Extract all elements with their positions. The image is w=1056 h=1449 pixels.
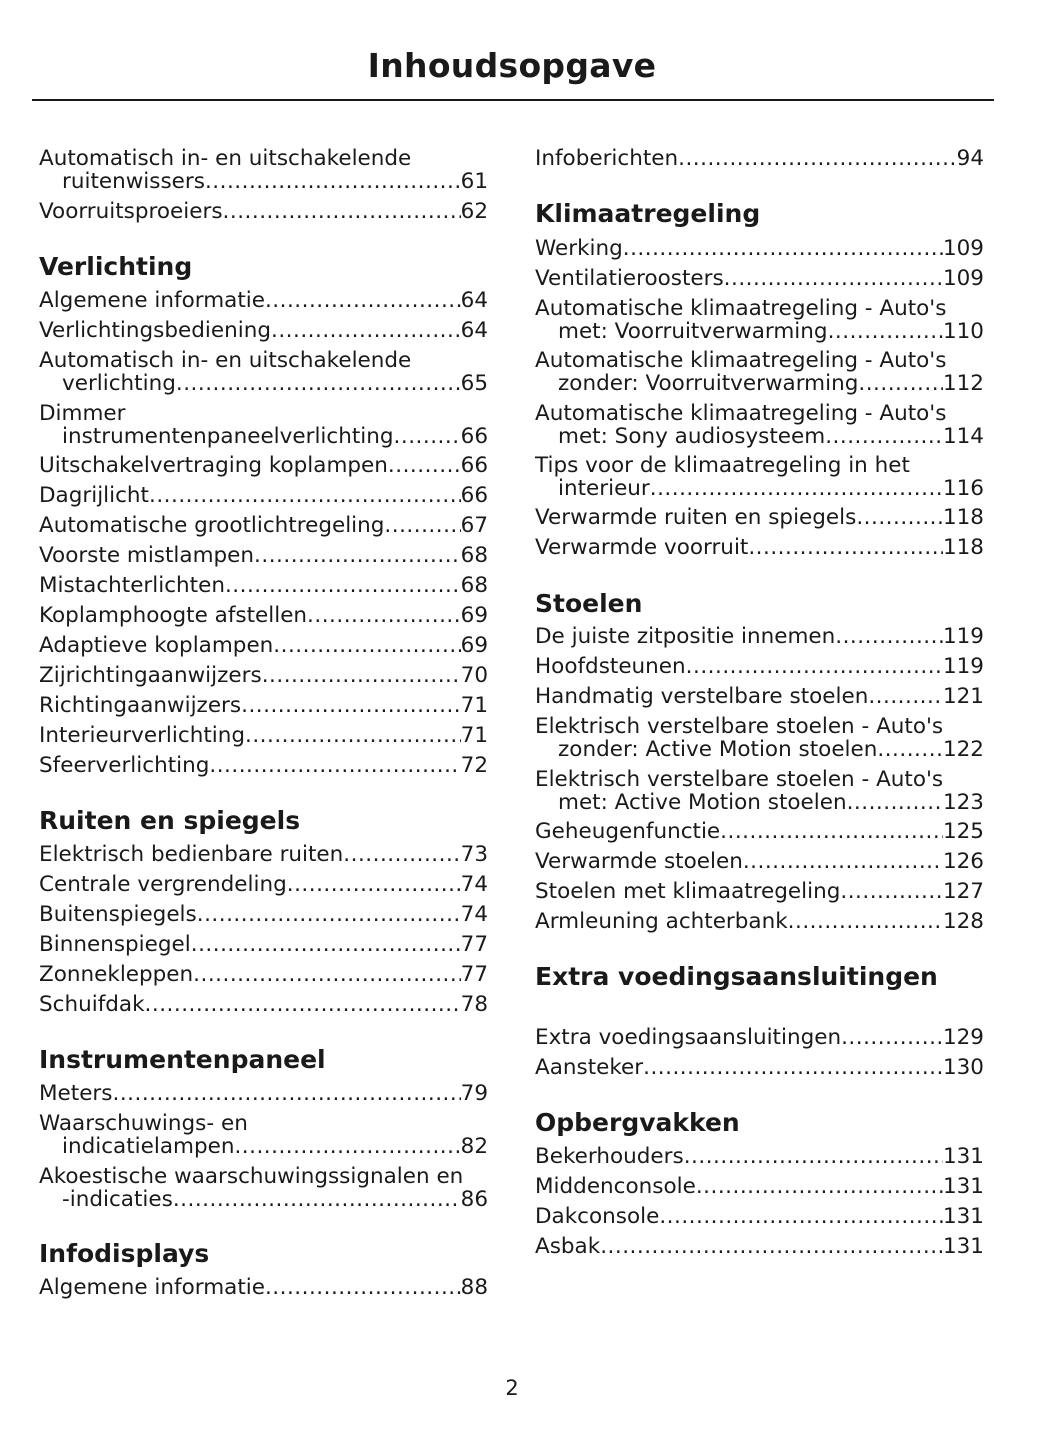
toc-entry[interactable]	[535, 910, 984, 933]
toc-entry-last-line	[535, 738, 984, 761]
toc-entry-last-line	[39, 170, 488, 193]
toc-entry-title: -indicaties	[62, 1187, 173, 1212]
toc-page-number: 78	[460, 992, 488, 1017]
toc-entry-title: Zijrichtingaanwijzers	[39, 663, 262, 688]
toc-page-number: 61	[460, 169, 488, 194]
dot-leader	[788, 910, 943, 933]
toc-entry-title: zonder: Active Motion stoelen	[558, 737, 878, 762]
toc-page-number: 88	[460, 1275, 488, 1300]
toc-entry[interactable]	[535, 715, 984, 761]
dot-leader	[225, 574, 461, 597]
toc-entry[interactable]	[39, 1112, 488, 1158]
toc-page-number: 71	[460, 723, 488, 748]
toc-page-number: 128	[942, 909, 984, 934]
toc-entry-last-line	[535, 880, 984, 903]
dot-leader	[209, 754, 460, 777]
section-heading: Infodisplays	[39, 1239, 210, 1268]
dot-leader	[223, 200, 461, 223]
toc-entry-text: Dimmer	[39, 401, 126, 426]
toc-entry-title: De juiste zitpositie innemen	[535, 624, 836, 649]
toc-entry-title: Koplamphoogte afstellen	[39, 603, 308, 628]
toc-entry-title: met: Sony audiosysteem	[558, 424, 826, 449]
toc-entry-text: Automatische klimaatregeling - Auto's	[535, 296, 947, 321]
toc-entry-title: Algemene informatie	[39, 1275, 265, 1300]
dot-leader	[825, 425, 943, 448]
toc-entry-last-line	[39, 634, 488, 657]
toc-page-number: 62	[460, 199, 488, 224]
toc-entry-last-line	[535, 685, 984, 708]
toc-entry-text: Automatische klimaatregeling - Auto's	[535, 401, 947, 426]
toc-page-number: 131	[942, 1144, 984, 1169]
toc-page-number: 119	[942, 654, 984, 679]
dot-leader	[877, 738, 943, 761]
dot-leader	[835, 625, 943, 648]
toc-page-number: 69	[460, 603, 488, 628]
dot-leader	[273, 634, 460, 657]
dot-leader	[724, 267, 943, 290]
toc-entry-title: Richtingaanwijzers	[39, 693, 242, 718]
toc-entry[interactable]	[39, 454, 488, 477]
toc-page-number: 72	[460, 753, 488, 778]
toc-entry-title: indicatielampen	[62, 1134, 235, 1159]
toc-entry-last-line	[535, 237, 984, 260]
toc-entry-last-line	[39, 1082, 488, 1105]
toc-entry[interactable]	[535, 850, 984, 873]
toc-entry-text: Automatisch in- en uitschakelende	[39, 348, 412, 373]
toc-entry[interactable]	[39, 349, 488, 395]
toc-entry-title: Verlichtingsbediening	[39, 318, 271, 343]
toc-entry-title: Algemene informatie	[39, 288, 265, 313]
toc-page-number: 64	[460, 318, 488, 343]
toc-entry[interactable]	[39, 993, 488, 1016]
toc-entry[interactable]	[535, 402, 984, 448]
toc-entry-last-line	[39, 754, 488, 777]
section-heading: Instrumentenpaneel	[39, 1045, 326, 1074]
toc-entry-title: Asbak	[535, 1234, 601, 1259]
toc-page-number: 74	[460, 902, 488, 927]
toc-entry[interactable]	[39, 1165, 488, 1211]
dot-leader	[307, 604, 461, 627]
toc-entry-last-line	[535, 820, 984, 843]
page-title: Inhoudsopgave	[367, 46, 657, 85]
toc-page-number: 114	[942, 424, 984, 449]
toc-page-number: 109	[942, 236, 984, 261]
section-heading: Verlichting	[39, 252, 193, 281]
dot-leader	[271, 319, 461, 342]
toc-entry-title: Handmatig verstelbare stoelen	[535, 684, 869, 709]
dot-leader	[234, 1135, 460, 1158]
toc-entry[interactable]	[535, 880, 984, 903]
toc-entry-last-line	[39, 484, 488, 507]
toc-page-number: 129	[942, 1025, 984, 1050]
toc-page-number: 64	[460, 288, 488, 313]
toc-entry-last-line	[39, 843, 488, 866]
toc-entry-title: Verwarmde voorruit	[535, 535, 749, 560]
toc-entry-title: Middenconsole	[535, 1174, 696, 1199]
toc-entry-title: Automatische grootlichtregeling	[39, 513, 385, 538]
toc-page-number: 123	[942, 790, 984, 815]
toc-entry-last-line	[535, 267, 984, 290]
toc-page-number: 70	[460, 663, 488, 688]
toc-entry-title: zonder: Voorruitverwarming	[558, 371, 859, 396]
toc-page-number: 86	[460, 1187, 488, 1212]
toc-page-number: 122	[942, 737, 984, 762]
toc-entry-title: Geheugenfunctie	[535, 819, 721, 844]
toc-entry-text: Elektrisch verstelbare stoelen - Auto's	[535, 714, 944, 739]
toc-entry-last-line	[39, 1188, 488, 1211]
toc-entry-title: Infoberichten	[535, 146, 679, 171]
toc-entry[interactable]	[535, 1235, 984, 1258]
dot-leader	[748, 536, 943, 559]
toc-entry-last-line	[39, 963, 488, 986]
dot-leader	[394, 425, 461, 448]
toc-entry-last-line	[39, 200, 488, 223]
dot-leader	[743, 850, 943, 873]
section-heading: Klimaatregeling	[535, 199, 761, 228]
toc-entry-last-line	[535, 372, 984, 395]
toc-entry-title: Verwarmde stoelen	[535, 849, 743, 874]
toc-entry-last-line	[535, 1056, 984, 1079]
toc-page-number: 71	[460, 693, 488, 718]
toc-entry-title: Aansteker	[535, 1055, 644, 1080]
toc-entry-last-line	[39, 425, 488, 448]
toc-entry[interactable]	[39, 843, 488, 866]
title-rule	[32, 99, 994, 101]
toc-entry-last-line	[39, 873, 488, 896]
toc-entry-last-line	[535, 477, 984, 500]
toc-entry-last-line	[535, 1026, 984, 1049]
toc-page-number: 119	[942, 624, 984, 649]
toc-entry[interactable]	[535, 685, 984, 708]
dot-leader	[847, 791, 943, 814]
toc-entry-last-line	[39, 933, 488, 956]
toc-entry-title: Zonnekleppen	[39, 962, 194, 987]
dot-leader	[841, 1026, 943, 1049]
toc-page-number: 125	[942, 819, 984, 844]
toc-entry-last-line	[535, 1145, 984, 1168]
dot-leader	[384, 514, 460, 537]
toc-page-number: 112	[942, 371, 984, 396]
dot-leader	[149, 484, 461, 507]
toc-entry[interactable]	[39, 903, 488, 926]
toc-entry[interactable]	[39, 1082, 488, 1105]
toc-page-number: 109	[942, 266, 984, 291]
toc-entry-last-line	[535, 1235, 984, 1258]
toc-entry-last-line	[535, 1175, 984, 1198]
toc-entry-title: instrumentenpaneelverlichting	[62, 424, 394, 449]
toc-page-number: 131	[942, 1204, 984, 1229]
toc-entry[interactable]	[535, 536, 984, 559]
toc-entry-last-line	[535, 147, 984, 170]
toc-entry-title: Uitschakelvertraging koplampen	[39, 453, 388, 478]
toc-entry-last-line	[535, 425, 984, 448]
section-heading: Ruiten en spiegels	[39, 806, 301, 835]
toc-entry-text: Automatisch in- en uitschakelende	[39, 146, 412, 171]
section-heading: Extra voedingsaansluitingen	[535, 962, 938, 991]
toc-entry-title: Adaptieve koplampen	[39, 633, 274, 658]
toc-entry-title: Verwarmde ruiten en spiegels	[535, 505, 857, 530]
dot-leader	[145, 993, 461, 1016]
toc-entry-title: Dakconsole	[535, 1204, 660, 1229]
toc-entry-last-line	[535, 506, 984, 529]
toc-entry-last-line	[39, 372, 488, 395]
toc-entry[interactable]	[535, 454, 984, 500]
toc-entry[interactable]	[535, 768, 984, 814]
toc-entry-title: ruitenwissers	[62, 169, 205, 194]
toc-entry[interactable]	[535, 237, 984, 260]
toc-entry-title: Binnenspiegel	[39, 932, 191, 957]
toc-page-number: 68	[460, 573, 488, 598]
dot-leader	[173, 1188, 461, 1211]
toc-entry[interactable]	[535, 655, 984, 678]
dot-leader	[262, 664, 461, 687]
dot-leader	[205, 170, 461, 193]
toc-entry-title: met: Voorruitverwarming	[558, 319, 828, 344]
toc-entry-last-line	[39, 993, 488, 1016]
toc-entry[interactable]	[39, 484, 488, 507]
toc-entry[interactable]	[535, 1056, 984, 1079]
dot-leader	[840, 880, 943, 903]
toc-entry-title: Buitenspiegels	[39, 902, 197, 927]
dot-leader	[287, 873, 461, 896]
toc-entry[interactable]	[39, 200, 488, 223]
dot-leader	[265, 289, 461, 312]
toc-entry-last-line	[535, 320, 984, 343]
toc-page-number: 127	[942, 879, 984, 904]
toc-entry[interactable]	[535, 147, 984, 170]
toc-entry-last-line	[39, 289, 488, 312]
toc-entry-title: Armleuning achterbank	[535, 909, 788, 934]
toc-entry[interactable]	[535, 506, 984, 529]
dot-leader	[193, 963, 460, 986]
toc-entry-text: Akoestische waarschuwingssignalen en	[39, 1164, 464, 1189]
dot-leader	[659, 1205, 943, 1228]
toc-entry[interactable]	[535, 267, 984, 290]
dot-leader	[856, 506, 943, 529]
dot-leader	[868, 685, 943, 708]
toc-entry[interactable]	[39, 724, 488, 747]
toc-entry-title: Dagrijlicht	[39, 483, 149, 508]
dot-leader	[858, 372, 943, 395]
toc-entry[interactable]	[39, 604, 488, 627]
toc-page-number: 66	[460, 424, 488, 449]
toc-entry-last-line	[39, 664, 488, 687]
dot-leader	[686, 655, 943, 678]
toc-entry-title: Stoelen met klimaatregeling	[535, 879, 841, 904]
toc-entry[interactable]	[39, 694, 488, 717]
toc-page-number: 73	[460, 842, 488, 867]
dot-leader	[191, 933, 461, 956]
toc-page-number: 116	[942, 476, 984, 501]
section-heading: Stoelen	[535, 589, 643, 618]
toc-page-number: 66	[460, 453, 488, 478]
toc-entry-title: Hoofdsteunen	[535, 654, 686, 679]
toc-entry-text: Tips voor de klimaatregeling in het	[535, 453, 910, 478]
toc-entry[interactable]	[39, 544, 488, 567]
toc-entry-last-line	[39, 694, 488, 717]
toc-entry[interactable]	[39, 933, 488, 956]
toc-entry-text: Waarschuwings- en	[39, 1111, 248, 1136]
toc-entry[interactable]	[39, 873, 488, 896]
toc-entry[interactable]	[39, 574, 488, 597]
toc-entry-last-line	[39, 903, 488, 926]
dot-leader	[828, 320, 943, 343]
dot-leader	[388, 454, 461, 477]
toc-entry-last-line	[535, 850, 984, 873]
toc-entry-title: verlichting	[62, 371, 176, 396]
toc-entry-title: Voorruitsproeiers	[39, 199, 223, 224]
dot-leader	[245, 724, 461, 747]
section-heading: Opbergvakken	[535, 1108, 740, 1137]
toc-entry-title: Elektrisch bedienbare ruiten	[39, 842, 344, 867]
dot-leader	[197, 903, 461, 926]
toc-entry-last-line	[535, 655, 984, 678]
toc-page-number: 77	[460, 962, 488, 987]
toc-entry[interactable]	[535, 1175, 984, 1198]
dot-leader	[254, 544, 461, 567]
toc-page-number: 94	[956, 146, 984, 171]
toc-entry-last-line	[535, 791, 984, 814]
toc-page-number: 68	[460, 543, 488, 568]
toc-page-number: 79	[460, 1081, 488, 1106]
toc-page-number: 121	[942, 684, 984, 709]
toc-entry-last-line	[535, 536, 984, 559]
toc-entry-title: Centrale vergrendeling	[39, 872, 287, 897]
dot-leader	[600, 1235, 943, 1258]
toc-page-number: 77	[460, 932, 488, 957]
toc-entry-last-line	[39, 514, 488, 537]
dot-leader	[650, 477, 943, 500]
toc-entry-last-line	[39, 544, 488, 567]
toc-entry-title: Meters	[39, 1081, 113, 1106]
toc-entry-title: Schuifdak	[39, 992, 145, 1017]
toc-entry[interactable]	[535, 1205, 984, 1228]
toc-page-number: 82	[460, 1134, 488, 1159]
page-number: 2	[505, 1376, 519, 1400]
toc-page-number: 66	[460, 483, 488, 508]
dot-leader	[643, 1056, 943, 1079]
toc-page-number: 74	[460, 872, 488, 897]
dot-leader	[678, 147, 957, 170]
toc-entry-text: Elektrisch verstelbare stoelen - Auto's	[535, 767, 944, 792]
toc-entry-last-line	[39, 604, 488, 627]
toc-entry[interactable]	[39, 319, 488, 342]
toc-entry[interactable]	[39, 634, 488, 657]
toc-page-number: 131	[942, 1234, 984, 1259]
dot-leader	[112, 1082, 460, 1105]
toc-entry-last-line	[39, 1276, 488, 1299]
toc-page-number: 67	[460, 513, 488, 538]
toc-entry-title: Werking	[535, 236, 623, 261]
toc-entry[interactable]	[535, 625, 984, 648]
dot-leader	[265, 1276, 461, 1299]
toc-page-number: 130	[942, 1055, 984, 1080]
toc-entry-last-line	[39, 319, 488, 342]
dot-leader	[343, 843, 460, 866]
toc-entry-text: Automatische klimaatregeling - Auto's	[535, 348, 947, 373]
toc-entry-last-line	[39, 1135, 488, 1158]
toc-entry-title: interieur	[558, 476, 650, 501]
dot-leader	[696, 1175, 943, 1198]
toc-page-number: 69	[460, 633, 488, 658]
toc-page-number: 118	[942, 535, 984, 560]
toc-entry-last-line	[39, 574, 488, 597]
toc-entry[interactable]	[39, 963, 488, 986]
toc-entry-last-line	[39, 724, 488, 747]
toc-page-number: 65	[460, 371, 488, 396]
toc-entry-title: Extra voedingsaansluitingen	[535, 1025, 842, 1050]
toc-entry-title: met: Active Motion stoelen	[558, 790, 847, 815]
toc-entry[interactable]	[535, 297, 984, 343]
toc-entry-last-line	[39, 454, 488, 477]
toc-page-number: 131	[942, 1174, 984, 1199]
toc-entry[interactable]	[39, 664, 488, 687]
toc-page-number: 110	[942, 319, 984, 344]
toc-entry[interactable]	[535, 1026, 984, 1049]
dot-leader	[241, 694, 461, 717]
toc-entry-title: Ventilatieroosters	[535, 266, 724, 291]
toc-entry[interactable]	[39, 402, 488, 448]
dot-leader	[684, 1145, 943, 1168]
toc-entry-last-line	[535, 1205, 984, 1228]
toc-entry-title: Voorste mistlampen	[39, 543, 255, 568]
toc-page-number: 118	[942, 505, 984, 530]
toc-entry-last-line	[535, 910, 984, 933]
toc-entry[interactable]	[39, 289, 488, 312]
dot-leader	[623, 237, 943, 260]
toc-entry[interactable]	[535, 820, 984, 843]
toc-entry-last-line	[535, 625, 984, 648]
toc-page-number: 126	[942, 849, 984, 874]
toc-entry-title: Mistachterlichten	[39, 573, 225, 598]
toc-entry[interactable]	[39, 514, 488, 537]
dot-leader	[176, 372, 461, 395]
toc-entry-title: Interieurverlichting	[39, 723, 245, 748]
toc-entry[interactable]	[535, 349, 984, 395]
dot-leader	[720, 820, 943, 843]
toc-entry[interactable]	[39, 1276, 488, 1299]
toc-entry[interactable]	[39, 754, 488, 777]
toc-entry[interactable]	[39, 147, 488, 193]
toc-entry-title: Sfeerverlichting	[39, 753, 210, 778]
toc-entry[interactable]	[535, 1145, 984, 1168]
toc-entry-title: Bekerhouders	[535, 1144, 684, 1169]
